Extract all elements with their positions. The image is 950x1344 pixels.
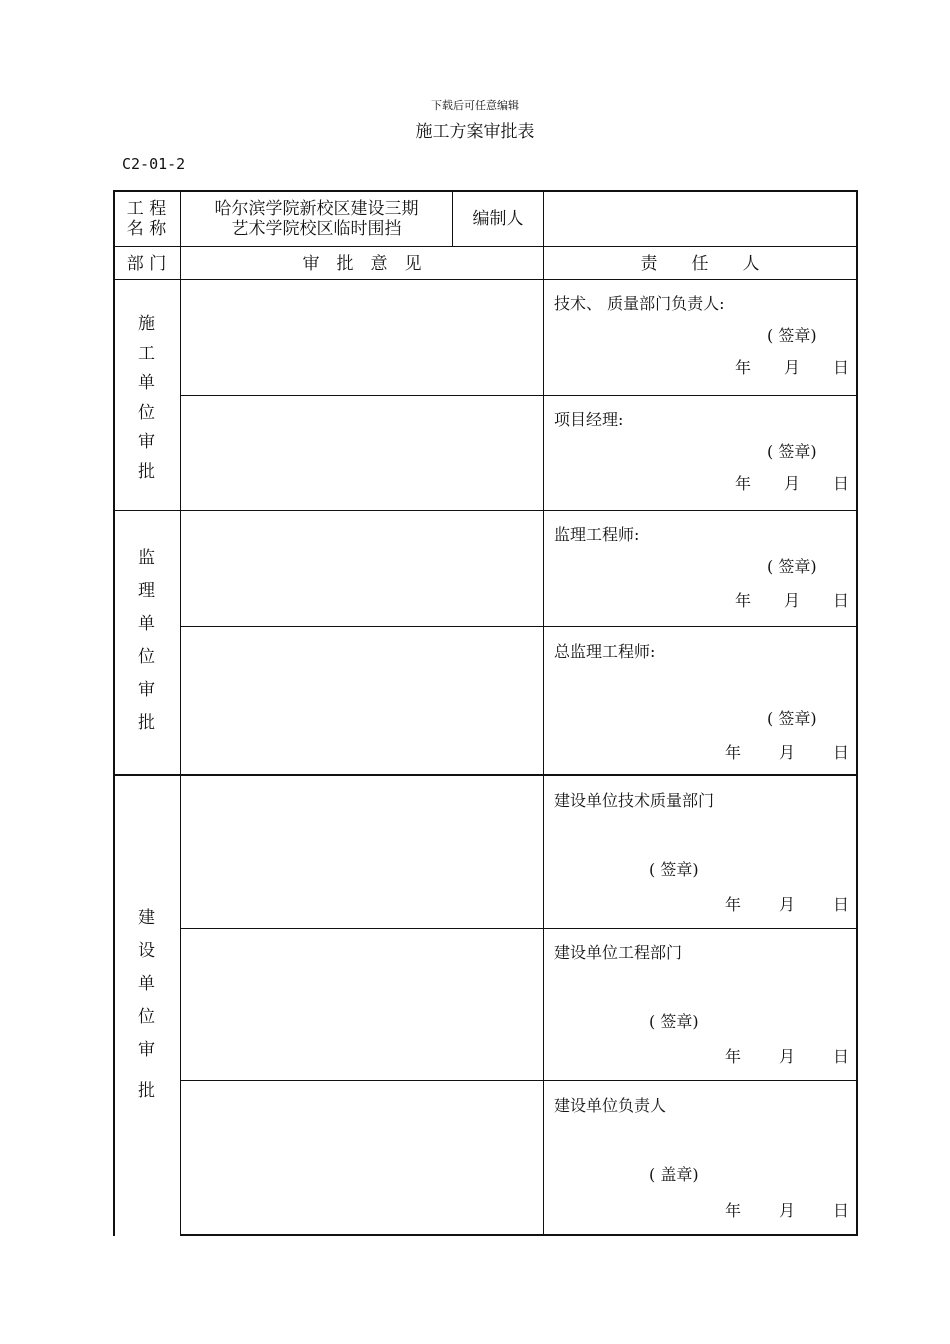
date-day: 日 <box>832 743 849 762</box>
opinion-field[interactable] <box>181 929 543 1080</box>
dept-owner <box>113 902 180 1108</box>
date-line <box>725 740 849 763</box>
date-year: 年 <box>725 1047 742 1066</box>
vline-mid <box>543 190 544 1236</box>
compiler-label: 编制人 <box>472 209 524 229</box>
dept-char: 建 <box>138 908 155 928</box>
date-line <box>735 471 849 494</box>
date-day: 日 <box>832 895 849 914</box>
dept-char: 位 <box>138 1007 155 1027</box>
date-year: 年 <box>725 1201 742 1220</box>
dept-char: 单 <box>138 974 155 994</box>
dept-char: 设 <box>138 941 155 961</box>
date-month: 月 <box>783 358 800 377</box>
date-year: 年 <box>725 743 742 762</box>
date-month: 月 <box>783 474 800 493</box>
seal-text: ( 签章) <box>767 709 817 728</box>
approval-form <box>113 190 858 1236</box>
project-label <box>113 199 180 239</box>
seal-text: ( 签章) <box>649 860 699 879</box>
date-day: 日 <box>832 358 849 377</box>
form-code: C2-01-2 <box>122 155 186 173</box>
dept-char: 理 <box>138 581 155 601</box>
dept-char: 单 <box>138 614 155 634</box>
dept-char: 单 <box>138 373 155 393</box>
responsible-label: 建设单位工程部门 <box>554 943 683 962</box>
seal-text: ( 签章) <box>767 557 817 576</box>
opinion-field[interactable] <box>181 511 543 626</box>
dept-construction <box>113 310 180 487</box>
project-name <box>181 199 452 239</box>
header-note: 下载后可任意编辑 <box>431 99 519 112</box>
responsible-label: 总监理工程师: <box>554 642 656 661</box>
compiler-field[interactable] <box>544 192 856 246</box>
dept-char: 批 <box>138 713 155 733</box>
opinion-field[interactable] <box>181 396 543 510</box>
hline <box>113 246 858 247</box>
responsible-label: 建设单位技术质量部门 <box>554 791 715 810</box>
dept-char: 审 <box>138 1040 155 1060</box>
date-line <box>725 892 849 915</box>
responsible-label: 技术、 质量部门负责人: <box>554 294 725 313</box>
opinion-field[interactable] <box>181 776 543 928</box>
project-label-line1: 工 程 <box>126 199 167 219</box>
date-line <box>735 588 849 611</box>
date-year: 年 <box>735 358 752 377</box>
responsible-label: 建设单位负责人 <box>554 1096 667 1115</box>
date-month: 月 <box>783 591 800 610</box>
date-month: 月 <box>778 895 795 914</box>
opinion-field[interactable] <box>181 1081 543 1234</box>
dept-char: 施 <box>138 314 155 334</box>
responsible-label: 项目经理: <box>554 410 624 429</box>
date-line <box>725 1198 849 1221</box>
date-year: 年 <box>725 895 742 914</box>
dept-char: 位 <box>138 647 155 667</box>
border-bottom <box>181 1234 858 1236</box>
date-year: 年 <box>735 474 752 493</box>
date-month: 月 <box>778 1047 795 1066</box>
dept-supervision <box>113 542 180 740</box>
project-label-line2: 名 称 <box>126 219 167 239</box>
seal-text: ( 签章) <box>649 1012 699 1031</box>
dept-char: 位 <box>138 402 155 423</box>
page-title: 施工方案审批表 <box>415 122 535 142</box>
date-day: 日 <box>832 591 849 610</box>
opinion-field[interactable] <box>181 627 543 774</box>
date-day: 日 <box>832 474 849 493</box>
col-responsible: 责 任 人 <box>640 254 760 274</box>
dept-char: 监 <box>138 548 155 568</box>
dept-char: 审 <box>138 680 155 700</box>
dept-char: 批 <box>138 461 155 482</box>
opinion-field[interactable] <box>181 280 543 395</box>
date-year: 年 <box>735 591 752 610</box>
col-dept: 部 门 <box>126 254 167 274</box>
seal-text: ( 盖章) <box>649 1165 699 1184</box>
project-name-line1: 哈尔滨学院新校区建设三期 <box>214 199 419 219</box>
seal-text: ( 签章) <box>767 326 817 345</box>
date-month: 月 <box>778 743 795 762</box>
date-line <box>725 1044 849 1067</box>
project-name-line2: 艺术学院校区临时围挡 <box>231 219 402 239</box>
seal-text: ( 签章) <box>767 442 817 461</box>
dept-char: 审 <box>138 432 155 452</box>
responsible-label: 监理工程师: <box>554 525 640 544</box>
date-line <box>735 355 849 378</box>
dept-char: 批 <box>138 1081 155 1101</box>
date-month: 月 <box>778 1201 795 1220</box>
date-day: 日 <box>832 1047 849 1066</box>
dept-char: 工 <box>138 343 155 364</box>
date-day: 日 <box>832 1201 849 1220</box>
col-opinion: 审 批 意 见 <box>302 254 422 274</box>
